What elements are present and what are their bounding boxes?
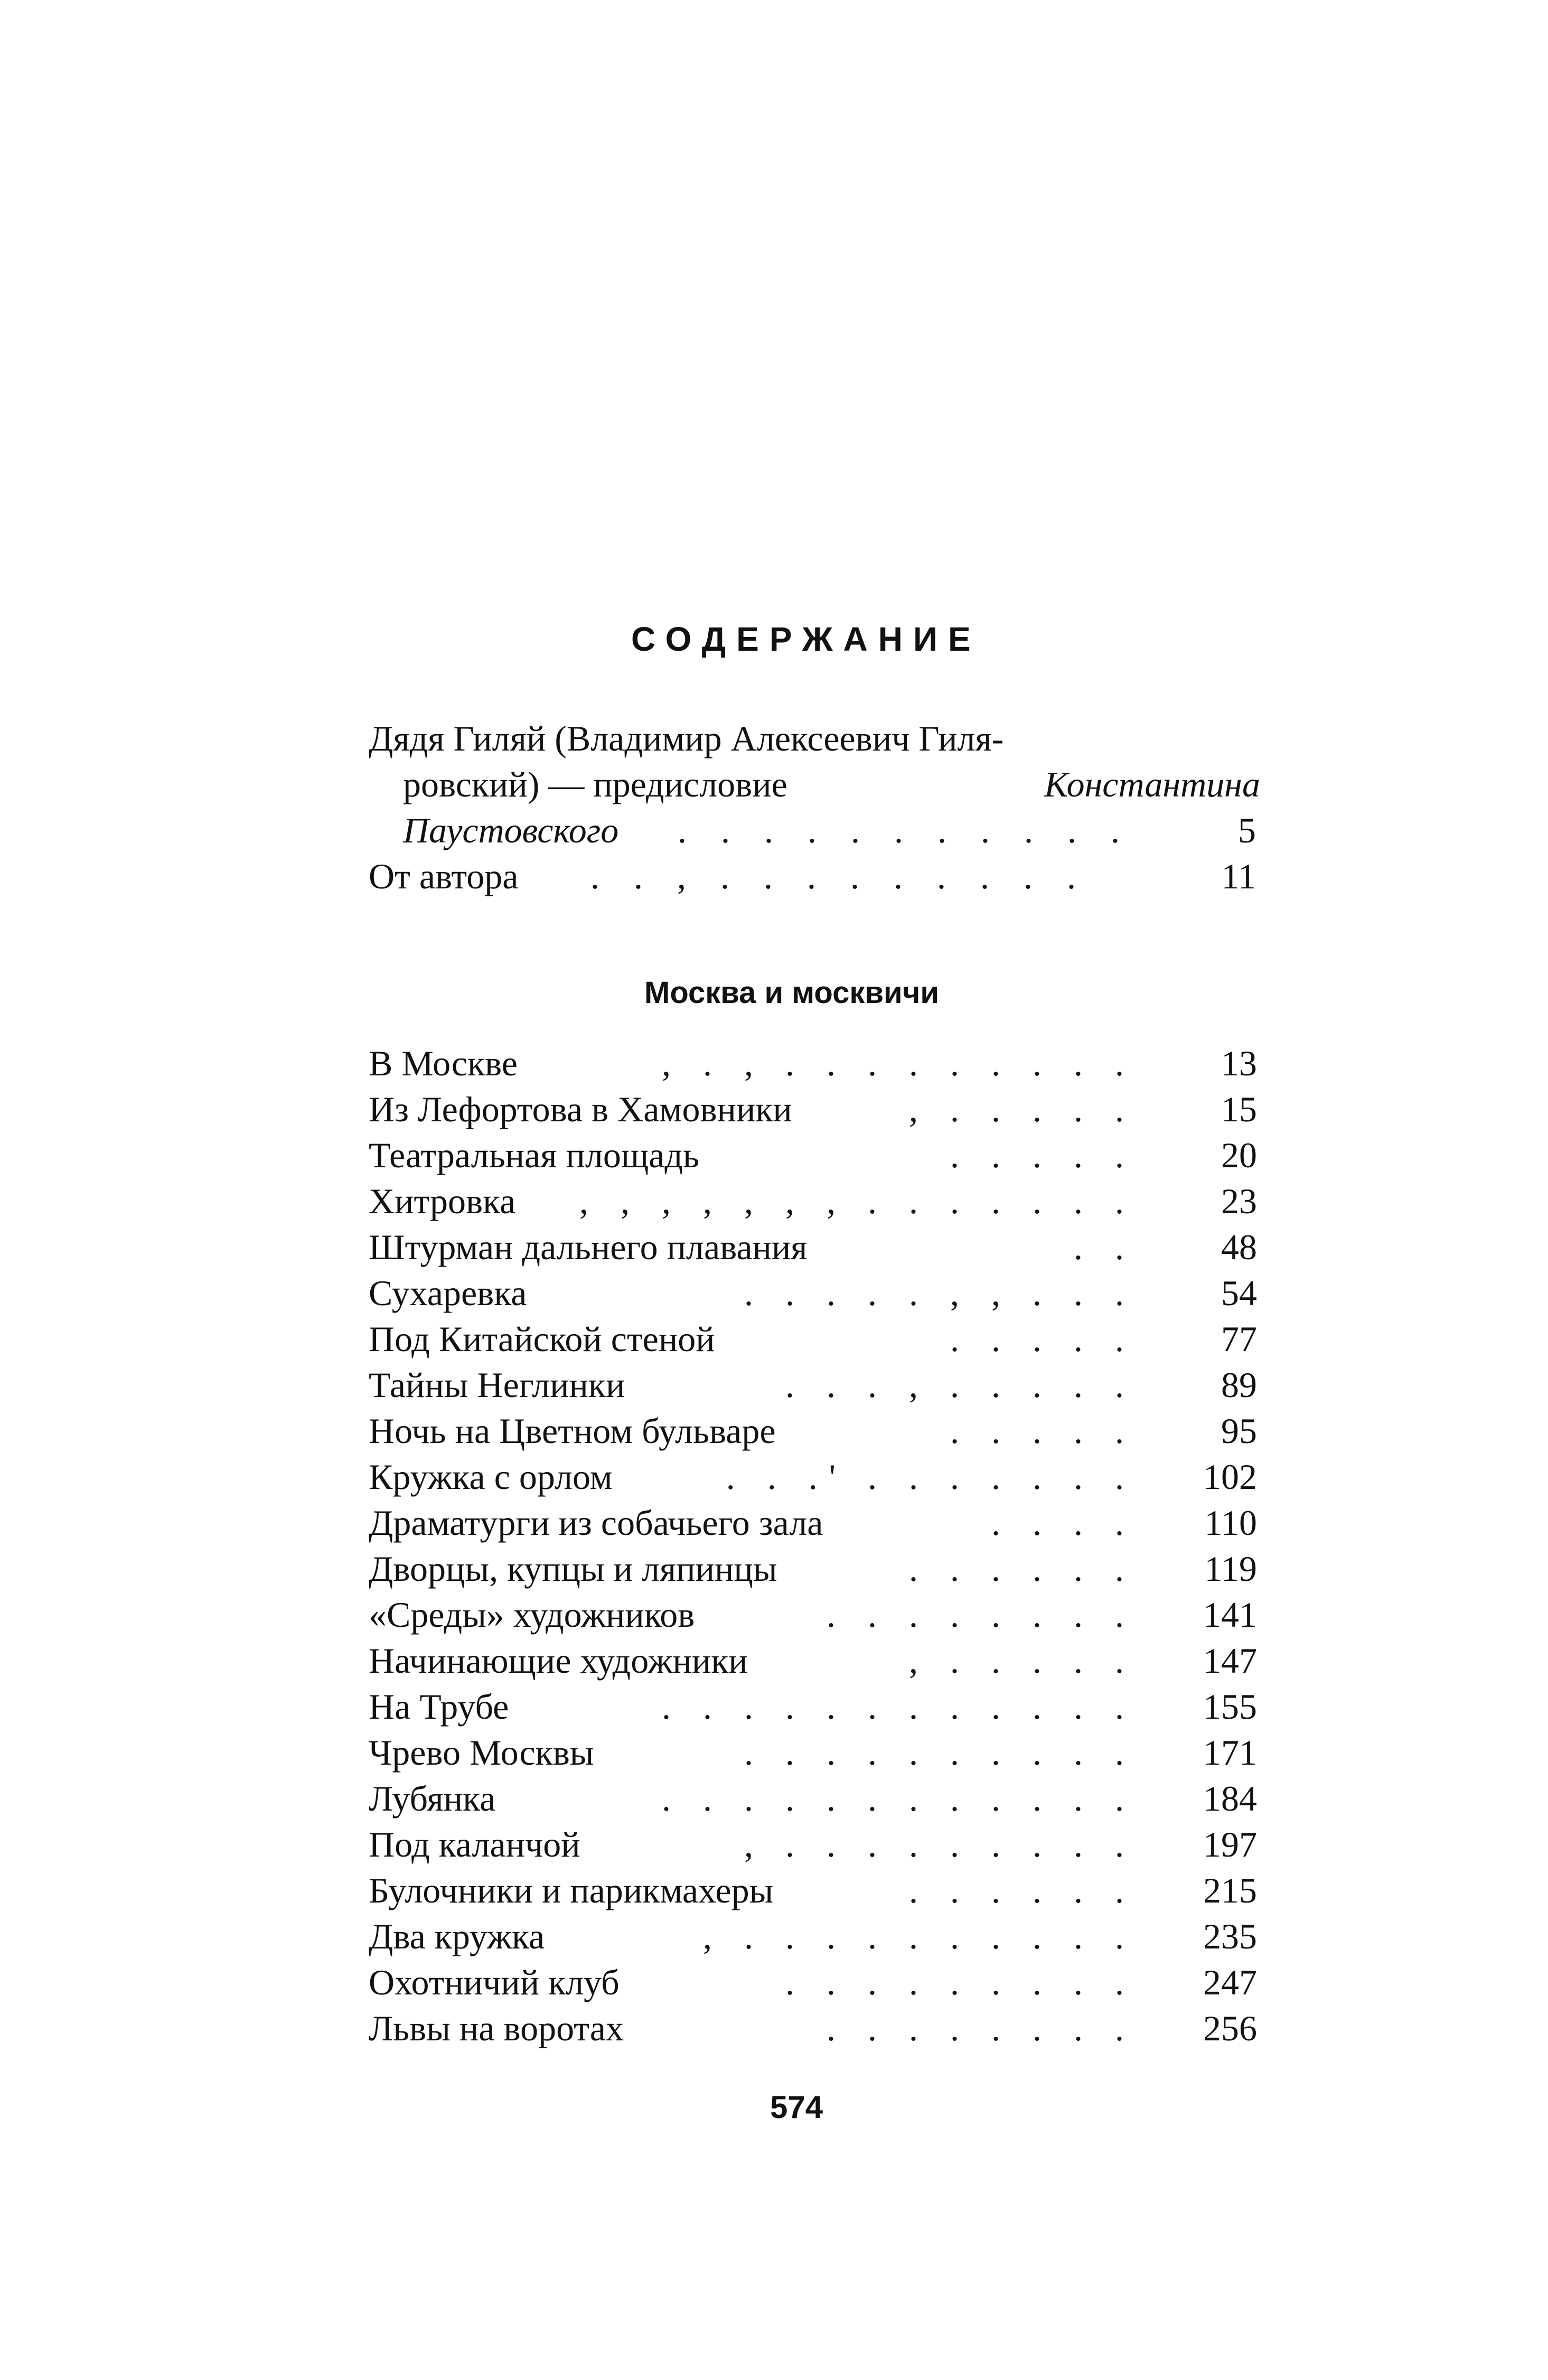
toc-entry-page-number: 184 xyxy=(1203,1778,1257,1819)
preface-entry xyxy=(369,716,1260,899)
toc-entry xyxy=(369,1500,1257,1546)
toc-entry-page-number: 102 xyxy=(1203,1457,1257,1497)
section-heading: Москва и москвичи xyxy=(644,976,940,1010)
toc-entry-title: На Трубе xyxy=(369,1686,509,1727)
toc-entry-dot-leader: , , , , , , , . . . . . . . xyxy=(579,1181,1136,1221)
toc-entry-page-number: 215 xyxy=(1203,1870,1257,1910)
toc-entry-page-number: 89 xyxy=(1221,1365,1257,1405)
toc-entry-dot-leader: , . . . . . xyxy=(909,1089,1136,1129)
author-note-dot-leader: . . , . . . . . . . . . xyxy=(590,856,1089,896)
toc-entry-page-number: 20 xyxy=(1221,1135,1257,1175)
toc-entry-dot-leader: . . . . . . xyxy=(909,1870,1136,1910)
author-note-entry xyxy=(369,854,1256,899)
toc-entry-dot-leader: . . . . . . . . . xyxy=(785,1962,1136,2002)
toc-entry-page-number: 48 xyxy=(1221,1227,1257,1267)
preface-line-1 xyxy=(369,716,1256,762)
toc-entry-page-number: 23 xyxy=(1221,1181,1257,1221)
toc-entry-title: Охотничий клуб xyxy=(369,1962,620,2002)
toc-entry-title: Два кружка xyxy=(369,1916,545,1956)
toc-entry xyxy=(369,1454,1257,1500)
toc-entry-title: Дворцы, купцы и ляпинцы xyxy=(369,1549,777,1589)
page-title: СОДЕРЖАНИЕ xyxy=(631,620,981,658)
toc-entry-title: Театральная площадь xyxy=(369,1135,699,1175)
toc-entry-page-number: 235 xyxy=(1203,1916,1257,1956)
toc-entry-title: Под Китайской стеной xyxy=(369,1319,715,1359)
toc-entry xyxy=(369,1730,1257,1776)
toc-entry-title: Булочники и парикмахеры xyxy=(369,1870,774,1910)
toc-entry-title: Из Лефортова в Хамовники xyxy=(369,1089,792,1129)
toc-entry-dot-leader: , . . . . . xyxy=(909,1641,1136,1681)
toc-entry-title: В Москве xyxy=(369,1043,518,1083)
preface-line-3 xyxy=(369,808,1256,854)
toc-entry-page-number: 15 xyxy=(1221,1089,1257,1129)
preface-author-last-name: Паустовского xyxy=(403,810,619,850)
toc-entry-page-number: 247 xyxy=(1203,1962,1257,2002)
toc-entry-dot-leader: . . . . . . . . xyxy=(827,2008,1136,2048)
toc-entry-dot-leader: . . . . xyxy=(991,1503,1136,1543)
toc-entry xyxy=(369,1914,1257,1960)
toc-entry xyxy=(369,1362,1257,1408)
toc-entry xyxy=(369,1178,1257,1224)
toc-entry xyxy=(369,1316,1257,1362)
toc-entry xyxy=(369,2006,1257,2051)
preface-line-2 xyxy=(369,762,1260,808)
toc-entry-dot-leader: . . . . . xyxy=(950,1135,1136,1175)
preface-dot-leader: . . . . . . . . . . . xyxy=(678,810,1132,850)
toc-entry xyxy=(369,1132,1257,1178)
preface-title-part-1: Дядя Гиляй (Владимир Алексеевич Гиля- xyxy=(369,718,1004,758)
toc-entry xyxy=(369,1546,1257,1592)
toc-entry-title: Тайны Неглинки xyxy=(369,1365,625,1405)
toc-entry xyxy=(369,1224,1257,1270)
toc-entry-title: Начинающие художники xyxy=(369,1641,748,1681)
toc-entry xyxy=(369,1868,1257,1914)
toc-entry-dot-leader: . . . . . xyxy=(950,1319,1136,1359)
toc-entry-dot-leader: . . . . . . xyxy=(909,1549,1136,1589)
toc-entry-title: «Среды» художников xyxy=(369,1595,695,1635)
toc-entry-title: Львы на воротах xyxy=(369,2008,624,2048)
toc-entry xyxy=(369,1638,1257,1684)
toc-entry-title: Драматурги из собачьего зала xyxy=(369,1503,823,1543)
toc-entry xyxy=(369,1408,1257,1454)
toc-entry-page-number: 197 xyxy=(1203,1824,1257,1864)
toc-entry-dot-leader: . . . . . . . . . . . . xyxy=(662,1778,1136,1819)
toc-entry-page-number: 95 xyxy=(1221,1411,1257,1451)
preface-title-part-2: ровский) — предисловие xyxy=(403,764,787,804)
toc-entry-dot-leader: . . . . . , , . . . xyxy=(744,1273,1136,1313)
toc-entry-page-number: 119 xyxy=(1204,1549,1257,1589)
toc-entry xyxy=(369,1041,1257,1086)
page-number: 574 xyxy=(770,2089,823,2125)
toc-entry xyxy=(369,1086,1257,1132)
toc-entry-page-number: 13 xyxy=(1221,1043,1257,1083)
toc-entry-title: Ночь на Цветном бульваре xyxy=(369,1411,776,1451)
toc-entry-dot-leader: . . . . . . . . xyxy=(827,1595,1136,1635)
toc-entry-page-number: 110 xyxy=(1204,1503,1257,1543)
toc-entry-dot-leader: . . . . . . . . . . xyxy=(744,1732,1136,1773)
toc-entry-title: Чрево Москвы xyxy=(369,1732,594,1773)
toc-entry-page-number: 77 xyxy=(1221,1319,1257,1359)
toc-entry-dot-leader: . . . . . xyxy=(950,1411,1136,1451)
toc-entry xyxy=(369,1960,1257,2006)
toc-entry-title: Лубянка xyxy=(369,1778,496,1819)
toc-entry-title: Кружка с орлом xyxy=(369,1457,613,1497)
toc-entry-page-number: 147 xyxy=(1203,1641,1257,1681)
toc-entry-title: Под каланчой xyxy=(369,1824,580,1864)
toc-entry xyxy=(369,1822,1257,1868)
toc-entry xyxy=(369,1592,1257,1638)
toc-entry-title: Хитровка xyxy=(369,1181,516,1221)
toc-entry-dot-leader: . . .' . . . . . . . xyxy=(726,1457,1136,1497)
author-note-title: От автора xyxy=(369,856,519,896)
toc-entry-dot-leader: , . , . . . . . . . . . xyxy=(662,1043,1136,1083)
toc-entry-page-number: 141 xyxy=(1203,1595,1257,1635)
toc-entry xyxy=(369,1270,1257,1316)
toc-entry xyxy=(369,1684,1257,1730)
toc-entry-title: Сухаревка xyxy=(369,1273,527,1313)
toc-entry-title: Штурман дальнего плавания xyxy=(369,1227,808,1267)
preface-author-first-name: Константина xyxy=(1044,764,1260,804)
toc-entry xyxy=(369,1776,1257,1822)
toc-entry-dot-leader: . . . , . . . . . xyxy=(785,1365,1136,1405)
toc-entry-dot-leader: , . . . . . . . . . . xyxy=(703,1916,1136,1956)
toc-entry-page-number: 256 xyxy=(1203,2008,1257,2048)
toc-list xyxy=(369,1041,1257,2051)
author-note-page-number: 11 xyxy=(1221,856,1256,896)
toc-entry-page-number: 155 xyxy=(1203,1686,1257,1727)
toc-entry-dot-leader: . . xyxy=(1074,1227,1136,1267)
preface-page-number: 5 xyxy=(1238,810,1256,850)
toc-entry-dot-leader: . . . . . . . . . . . . xyxy=(662,1686,1136,1727)
toc-entry-page-number: 54 xyxy=(1221,1273,1257,1313)
toc-entry-page-number: 171 xyxy=(1203,1732,1257,1773)
toc-entry-dot-leader: , . . . . . . . . . xyxy=(744,1824,1136,1864)
